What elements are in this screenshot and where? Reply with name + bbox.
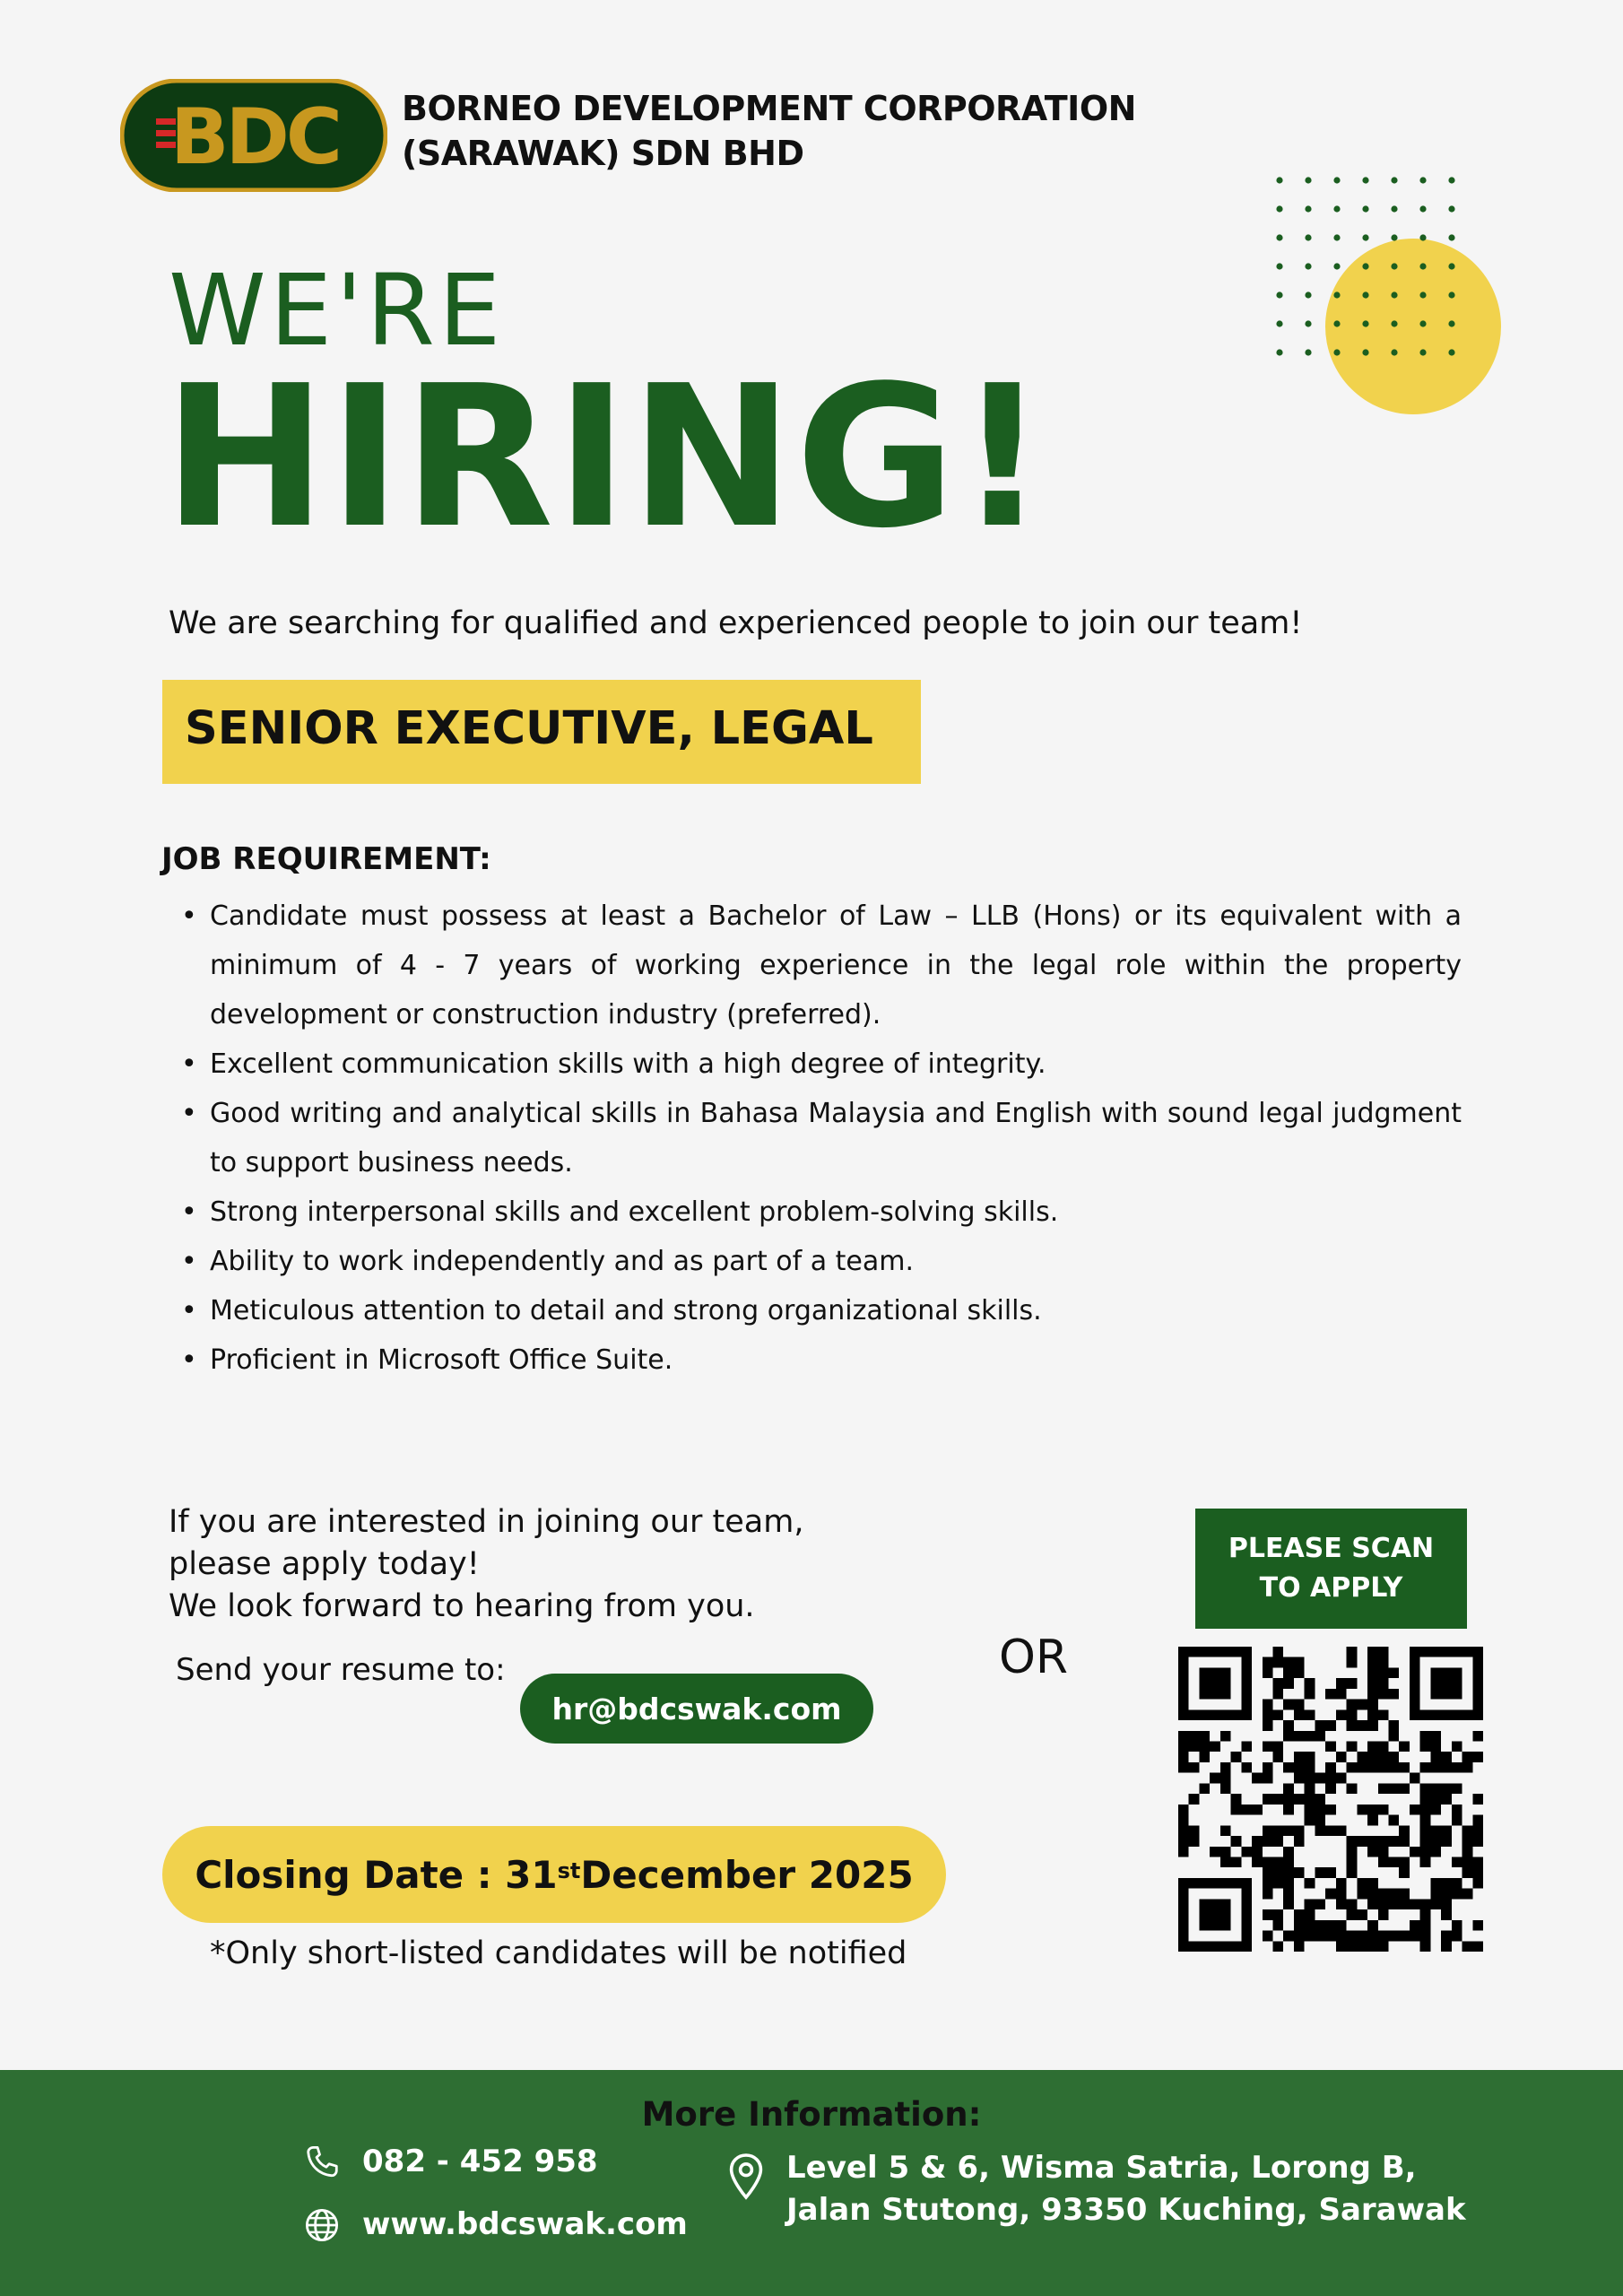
shortlist-note: *Only short-listed candidates will be notified <box>210 1935 907 1971</box>
company-name <box>402 86 1136 176</box>
footer-heading: More Information: <box>641 2095 982 2134</box>
send-resume-label: Send your resume to: <box>176 1652 506 1688</box>
position-title: SENIOR EXECUTIVE, LEGAL <box>185 702 873 755</box>
logo-text: BDC <box>169 92 340 182</box>
address <box>786 2147 1466 2231</box>
requirement-item: • Strong interpersonal skills and excellent problem-solving skills. <box>172 1187 1462 1237</box>
email-link[interactable]: hr@bdcswak.com <box>520 1674 873 1744</box>
bdc-logo <box>120 79 387 192</box>
address-line1: Level 5 & 6, Wisma Satria, Lorong B, <box>786 2150 1417 2186</box>
company-name-line1: BORNEO DEVELOPMENT CORPORATION <box>402 89 1136 128</box>
requirement-item: • Ability to work independently and as part of a team. <box>172 1237 1462 1286</box>
apply-line3: We look forward to hearing from you. <box>169 1588 755 1624</box>
closing-date-suffix: st <box>557 1858 581 1883</box>
were-heading: WE'RE <box>169 253 505 368</box>
closing-date-rest: December 2025 <box>580 1852 914 1897</box>
phone-number[interactable]: 082 - 452 958 <box>362 2144 598 2179</box>
qr-code[interactable] <box>1178 1647 1483 1952</box>
requirement-item: • Excellent communication skills with a high degree of integrity. <box>172 1039 1462 1089</box>
requirements-list <box>172 891 1462 1385</box>
requirements-heading: JOB REQUIREMENT: <box>161 841 491 877</box>
apply-line1: If you are interested in joining our team, <box>169 1504 804 1540</box>
phone-icon <box>303 2144 341 2181</box>
intro-text: We are searching for qualified and experienced people to join our team! <box>169 605 1303 641</box>
scan-line2: TO APPLY <box>1259 1572 1403 1604</box>
closing-date-prefix: Closing Date : 31 <box>195 1852 558 1897</box>
requirement-item: • Proficient in Microsoft Office Suite. <box>172 1335 1462 1385</box>
address-line2: Jalan Stutong, 93350 Kuching, Sarawak <box>786 2192 1466 2228</box>
requirement-item: • Meticulous attention to detail and strong organizational skills. <box>172 1286 1462 1335</box>
closing-date-badge <box>162 1826 946 1923</box>
company-name-line2: (SARAWAK) SDN BHD <box>402 134 804 173</box>
scan-to-apply-label <box>1195 1509 1467 1629</box>
scan-line1: PLEASE SCAN <box>1228 1533 1435 1564</box>
dot-grid-decoration <box>1271 172 1469 361</box>
location-pin-icon <box>728 2152 764 2201</box>
or-separator: OR <box>999 1631 1069 1684</box>
hiring-heading: HIRING! <box>163 344 1049 571</box>
requirement-item: • Good writing and analytical skills in Bahasa Malaysia and English with sound legal judgment to support business needs. <box>172 1089 1462 1187</box>
apply-message <box>169 1501 803 1628</box>
apply-line2: please apply today! <box>169 1546 480 1582</box>
website-link[interactable]: www.bdcswak.com <box>362 2206 688 2242</box>
globe-icon <box>303 2206 341 2244</box>
requirement-item: • Candidate must possess at least a Bachelor of Law – LLB (Hons) or its equivalent with a minimum of 4 - 7 years of working experience in the legal role within the property development or construction industry (preferred). <box>172 891 1462 1039</box>
